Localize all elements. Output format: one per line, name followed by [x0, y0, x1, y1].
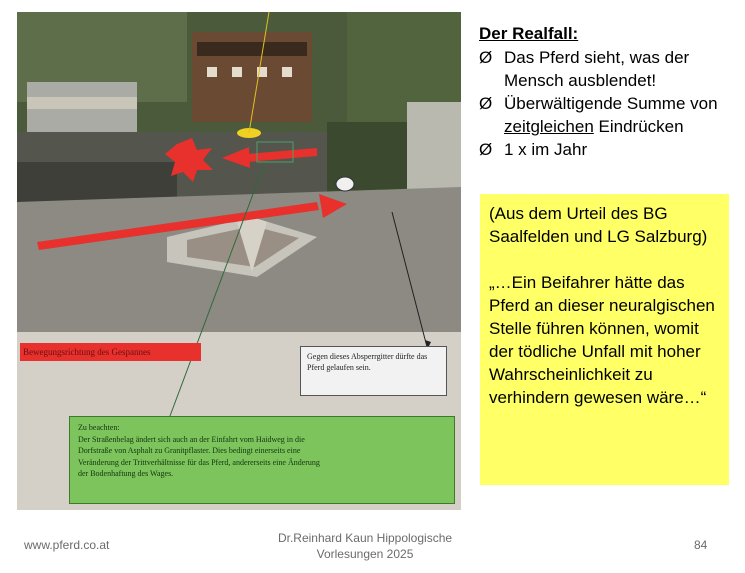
- road-surface-note-line: Dorfstraße von Asphalt zu Granitpflaster. Dies bedingt einerseits eine: [78, 446, 301, 455]
- accident-scene-photo: [17, 12, 461, 510]
- barrier-note: Gegen dieses Absperrgitter dürfte das Pferd gelaufen sein.: [300, 346, 447, 396]
- road-surface-note-line: Der Straßenbelag ändert sich auch an der Einfahrt vom Haidweg in die: [78, 434, 305, 444]
- court-ruling-quote-box: [480, 194, 729, 485]
- bullet-underlined-word: zeitgleichen: [504, 117, 594, 136]
- footer-author: [265, 530, 465, 562]
- road-surface-note: [69, 416, 455, 504]
- bullet-text: Das Pferd sieht, was der Mensch ausblendet!: [504, 48, 690, 90]
- bullet-text: 1 x im Jahr: [504, 140, 588, 159]
- footer-website: www.pferd.co.at: [24, 538, 110, 552]
- slide-heading: Der Realfall:: [479, 24, 579, 43]
- movement-direction-label: Bewegungsrichtung des Gespannes: [20, 343, 201, 361]
- road-surface-note-line: Veränderung der Trittverhältnisse für das Pferd, andererseits eine Änderung: [78, 457, 320, 467]
- bullet-item: [479, 46, 739, 92]
- road-surface-note-line: Zu beachten:: [78, 423, 120, 432]
- footer-author-line: Vorlesungen 2025: [316, 547, 414, 561]
- bullet-arrow-icon: Ø: [479, 140, 493, 159]
- bullet-text: Eindrücken: [593, 117, 684, 136]
- bullet-arrow-icon: Ø: [479, 48, 493, 67]
- quote-text: „…Ein Beifahrer hätte das Pferd an dieser neuralgischen Stelle führen können, womit der tödliche Unfall mit hoher Wahrscheinlichkeit zu verhindern gewesen wäre…“: [489, 273, 715, 407]
- bullet-list: [479, 46, 739, 161]
- road-surface-note-line: der Bodenhaftung des Wages.: [78, 469, 174, 478]
- quote-source: (Aus dem Urteil des BG Saalfelden und LG Salzburg): [489, 204, 708, 246]
- bullet-arrow-icon: Ø: [479, 94, 493, 113]
- bullet-item: [479, 92, 739, 138]
- footer-author-line: Dr.Reinhard Kaun Hippologische: [277, 531, 453, 545]
- page-number: 84: [694, 538, 708, 552]
- bullet-item: [479, 138, 739, 161]
- bullet-text: Überwältigende Summe von: [504, 94, 718, 113]
